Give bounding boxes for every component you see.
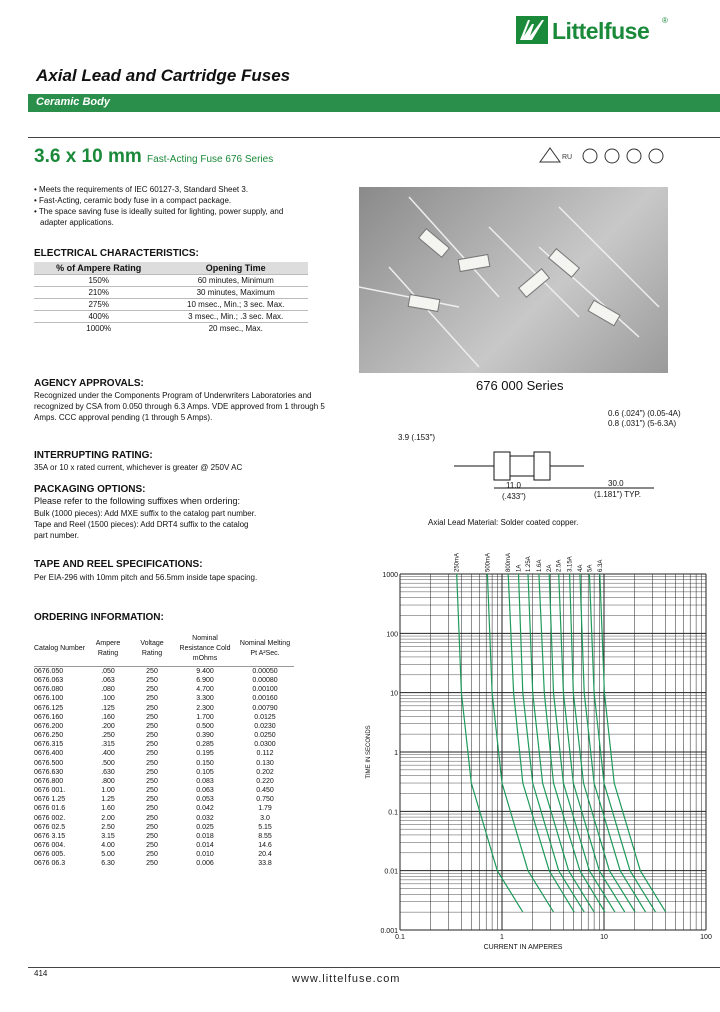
series-title: [34, 146, 273, 168]
table-row: [34, 850, 294, 859]
column-header: Nominal Melting Pt A²Sec.: [236, 634, 294, 667]
packaging-line: Bulk (1000 pieces): Add MXE suffix to the catalog part number.: [34, 509, 257, 518]
x-tick-label: 0.1: [395, 934, 405, 941]
interrupting-heading: INTERRUPTING RATING:: [34, 450, 153, 461]
cell: 1.700: [196, 713, 214, 721]
cell: 250: [146, 686, 158, 694]
cell: 250: [146, 732, 158, 740]
column-header: Voltage Rating: [130, 634, 174, 667]
cell: 20.4: [258, 851, 272, 859]
littelfuse-logo-icon: [516, 16, 548, 44]
series-curve-1.6A: [539, 574, 605, 912]
series-subtitle: Fast-Acting Fuse 676 Series: [147, 154, 274, 165]
cell: 0676 1.25: [34, 796, 66, 804]
cell: 4.00: [101, 841, 115, 849]
cell: 0.500: [196, 722, 214, 730]
y-tick-label: 0.001: [380, 928, 398, 935]
bullet-item: • Meets the requirements of IEC 60127-3, Standard Sheet 3.: [34, 184, 334, 195]
agency-text: Recognized under the Components Program of Underwriters Laboratories and recognized by CSA from 0.050 through 6.3 Amps. VDE approved from 1 through 5 Amps. CCC approval pending (1 through 5 Amps).: [34, 391, 325, 422]
brand-reg: ®: [662, 16, 668, 25]
table-row: [34, 299, 308, 311]
cell: 0676 3.15: [34, 832, 66, 840]
series-size: 3.6 x 10 mm: [34, 146, 142, 167]
brand-name: Littelfuse: [552, 18, 650, 44]
ul-icon: RU: [562, 154, 573, 161]
website-link[interactable]: www.littelfuse.com: [292, 973, 401, 985]
cell: 0.130: [256, 759, 274, 767]
cell: 250: [146, 814, 158, 822]
cell: 10 msec., Min.; 3 sec. Max.: [163, 299, 308, 311]
cell: 250: [146, 668, 158, 675]
cell: 250: [146, 713, 158, 721]
cell: 0676.315: [34, 741, 64, 749]
packaging-line: Tape and Reel (1500 pieces): Add DRT4 suffix to the catalog: [34, 520, 249, 529]
ordering-heading: ORDERING INFORMATION:: [34, 612, 164, 623]
cell: 0.00790: [252, 704, 278, 712]
bullet-item: • The space saving fuse is ideally suited for lighting, power supply, and: [34, 206, 334, 217]
cell: 0676.125: [34, 704, 64, 712]
cell: 0676.500: [34, 759, 64, 767]
table-row: [34, 685, 294, 694]
cell: 9.400: [196, 668, 214, 675]
cell: 0676 06.3: [34, 860, 66, 868]
cell: 0.014: [196, 841, 214, 849]
cell: 0.112: [256, 750, 274, 758]
series-label: 3.15A: [567, 556, 574, 572]
series-label: 6.3A: [597, 559, 604, 572]
feature-bullets: [34, 184, 334, 228]
cell: .200: [101, 722, 115, 730]
cell: 0676.400: [34, 750, 64, 758]
cell: 0.042: [196, 805, 214, 813]
series-label: 2A: [547, 564, 554, 572]
column-header: % of Ampere Rating: [34, 262, 163, 275]
cell: 60 minutes, Minimum: [163, 275, 308, 287]
cell: 0676 004.: [34, 841, 66, 849]
cell: 0.032: [196, 814, 214, 822]
dimension-drawing: [394, 408, 694, 520]
cell: 250: [146, 841, 158, 849]
cell: 0676.063: [34, 677, 64, 685]
cell: 0676.250: [34, 732, 64, 740]
cell: .063: [101, 677, 115, 685]
series-curve-6.3A: [600, 574, 666, 912]
cell: .160: [101, 713, 115, 721]
cell: 150%: [34, 275, 163, 287]
cell: 2.300: [196, 704, 214, 712]
tape-heading: TAPE AND REEL SPECIFICATIONS:: [34, 559, 203, 570]
section-bar: [28, 94, 720, 112]
cell: .500: [101, 759, 115, 767]
divider: [28, 137, 720, 138]
column-header: Opening Time: [163, 262, 308, 275]
series-label: 800mA: [506, 552, 513, 572]
cell: 14.6: [258, 841, 272, 849]
cell: 250: [146, 851, 158, 859]
cell: .080: [101, 686, 115, 694]
x-axis-label: CURRENT IN AMPERES: [483, 944, 563, 951]
cell: 0.105: [196, 768, 214, 776]
y-tick-label: 100: [386, 631, 398, 639]
cell: 0.025: [196, 823, 214, 831]
cell: 0676.800: [34, 777, 64, 785]
table-row: [34, 859, 294, 868]
cell: 5.15: [258, 823, 272, 831]
table-row: [34, 768, 294, 777]
series-curve-4A: [580, 574, 646, 912]
table-row: [34, 311, 308, 323]
cell: 210%: [34, 287, 163, 299]
interrupting-text: 35A or 10 x rated current, whichever is greater @ 250V AC: [34, 463, 243, 472]
cell: 8.55: [258, 832, 272, 840]
electrical-heading: ELECTRICAL CHARACTERISTICS:: [34, 248, 199, 259]
page-number: 414: [34, 969, 48, 978]
cell: 0.063: [196, 787, 214, 795]
cell: .400: [101, 750, 115, 758]
cell: 0676.050: [34, 668, 64, 675]
cell: 250: [146, 796, 158, 804]
certification-icons: [536, 146, 676, 166]
lead-length-label: 30.0: [608, 479, 624, 488]
cell: 250: [146, 823, 158, 831]
table-row: [34, 287, 308, 299]
table-row: [34, 823, 294, 832]
cell: 250: [146, 805, 158, 813]
time-current-chart: [360, 536, 720, 960]
agency-heading: AGENCY APPROVALS:: [34, 378, 144, 389]
cell: 250: [146, 787, 158, 795]
cell: 0.202: [256, 768, 274, 776]
series-label: 4A: [577, 564, 584, 572]
table-row: [34, 731, 294, 740]
cell: 6.30: [101, 860, 115, 868]
cell: 0.00160: [252, 695, 278, 703]
cell: 5.00: [101, 851, 115, 859]
body-length-label: 11.0: [506, 481, 521, 490]
cell: 250: [146, 741, 158, 749]
cell: 0.006: [196, 860, 214, 868]
cell: 3 msec., Min.; .3 sec. Max.: [163, 311, 308, 323]
series-label: 1A: [516, 564, 523, 572]
cell: 0676 002.: [34, 814, 66, 822]
cell: 0.0250: [254, 732, 276, 740]
cell: 0.285: [196, 741, 214, 749]
y-tick-label: 10: [390, 690, 398, 698]
cell: .250: [101, 732, 115, 740]
series-label: 250mA: [454, 552, 461, 572]
electrical-table: [34, 262, 308, 334]
cell: 0.0230: [254, 722, 276, 730]
cell: 0.0125: [254, 713, 276, 721]
cell: 0.150: [196, 759, 214, 767]
table-row: [34, 676, 294, 685]
series-label: 676 000 Series: [476, 378, 564, 393]
cell: 0676 01.6: [34, 805, 66, 813]
cell: 3.0: [260, 814, 270, 822]
cell: 250: [146, 722, 158, 730]
column-header: Ampere Rating: [86, 634, 130, 667]
tape-text: Per EIA-296 with 10mm pitch and 56.5mm inside tape spacing.: [34, 573, 258, 582]
table-row: [34, 804, 294, 813]
cell: 20 msec., Max.: [163, 323, 308, 335]
cell: 33.8: [258, 860, 272, 868]
cell: 0.750: [256, 796, 274, 804]
product-photo: [359, 187, 668, 373]
cell: 1.25: [101, 796, 115, 804]
bullet-item: • Fast-Acting, ceramic body fuse in a compact package.: [34, 195, 334, 206]
body-dia-label: 3.9 (.153"): [398, 433, 436, 442]
cell: .630: [101, 768, 115, 776]
table-row: [34, 713, 294, 722]
cell: 0.450: [256, 787, 274, 795]
axial-lead-note: Axial Lead Material: Solder coated copper.: [428, 518, 579, 527]
table-row: [34, 667, 294, 677]
cell: 250: [146, 860, 158, 868]
series-label: 500mA: [485, 552, 492, 572]
table-row: [34, 777, 294, 786]
cell: .125: [101, 704, 115, 712]
cell: .050: [101, 668, 115, 675]
cell: 1.00: [101, 787, 115, 795]
table-row: [34, 323, 308, 335]
cell: 0.390: [196, 732, 214, 740]
cell: 250: [146, 677, 158, 685]
cell: 250: [146, 777, 158, 785]
cell: .800: [101, 777, 115, 785]
cell: 0676 02.5: [34, 823, 66, 831]
series-label: 5A: [587, 564, 594, 572]
cell: 3.15: [101, 832, 115, 840]
cell: 1000%: [34, 323, 163, 335]
footer-rule: [28, 967, 720, 968]
cell: 250: [146, 704, 158, 712]
y-axis-label: TIME IN SECONDS: [366, 725, 372, 779]
column-header: Catalog Number: [34, 634, 86, 667]
y-tick-label: 1000: [382, 572, 398, 579]
cell: 0.0300: [254, 741, 276, 749]
cell: 0.195: [196, 750, 214, 758]
cell: 4.700: [196, 686, 214, 694]
cell: 1.79: [258, 805, 272, 813]
lead-dia-label-1: 0.6 (.024") (0.05-4A): [608, 409, 681, 418]
section-bar-label: Ceramic Body: [36, 96, 110, 108]
y-tick-label: 0.1: [388, 809, 398, 817]
series-label: 1.6A: [536, 559, 543, 572]
table-row: [34, 786, 294, 795]
series-label: 2.5A: [556, 559, 563, 572]
cell: 0676.200: [34, 722, 64, 730]
cell: 250: [146, 695, 158, 703]
cell: .315: [101, 741, 115, 749]
cell: .100: [101, 695, 115, 703]
packaging-heading: PACKAGING OPTIONS:: [34, 484, 146, 495]
table-row: [34, 759, 294, 768]
table-row: [34, 841, 294, 850]
cell: 250: [146, 750, 158, 758]
cell: 0676.630: [34, 768, 64, 776]
page-title: Axial Lead and Cartridge Fuses: [36, 66, 291, 85]
table-row: [34, 704, 294, 713]
cell: 30 minutes, Maximum: [163, 287, 308, 299]
cell: 0676.080: [34, 686, 64, 694]
table-row: [34, 740, 294, 749]
lead-length-in-label: (1.181") TYP.: [594, 490, 642, 499]
bullet-item: adapter applications.: [40, 218, 114, 227]
cell: 275%: [34, 299, 163, 311]
ordering-table: [34, 634, 294, 868]
cell: 6.900: [196, 677, 214, 685]
x-tick-label: 10: [600, 934, 608, 941]
lead-dia-label-2: 0.8 (.031") (5-6.3A): [608, 419, 677, 428]
cell: 0.220: [256, 777, 274, 785]
packaging-line: Please refer to the following suffixes when ordering:: [34, 496, 240, 506]
table-row: [34, 275, 308, 287]
table-row: [34, 795, 294, 804]
column-header: Nominal Resistance Cold mOhms: [174, 634, 236, 667]
table-row: [34, 814, 294, 823]
cell: 0676.100: [34, 695, 64, 703]
cell: 250: [146, 759, 158, 767]
cell: 0.00100: [252, 686, 278, 694]
series-label: 1.25A: [526, 556, 533, 572]
cell: 250: [146, 832, 158, 840]
cell: 0.018: [196, 832, 214, 840]
cell: 0.053: [196, 796, 214, 804]
cell: 0.00080: [252, 677, 278, 685]
packaging-line: part number.: [34, 531, 79, 540]
cell: 0.010: [196, 851, 214, 859]
cell: 0676.160: [34, 713, 64, 721]
y-tick-label: 1: [394, 750, 398, 757]
cell: 3.300: [196, 695, 214, 703]
cell: 2.00: [101, 814, 115, 822]
table-row: [34, 749, 294, 758]
cell: 0676 001.: [34, 787, 66, 795]
cell: 400%: [34, 311, 163, 323]
cell: 2.50: [101, 823, 115, 831]
body-length-in-label: (.433"): [502, 492, 526, 501]
cell: 0.00050: [252, 668, 278, 675]
cell: 0676 005.: [34, 851, 66, 859]
table-row: [34, 694, 294, 703]
cell: 250: [146, 768, 158, 776]
y-tick-label: 0.01: [384, 868, 398, 876]
cell: 0.083: [196, 777, 214, 785]
cell: 1.60: [101, 805, 115, 813]
table-row: [34, 832, 294, 841]
x-tick-label: 100: [700, 934, 712, 941]
x-tick-label: 1: [500, 934, 504, 941]
table-row: [34, 722, 294, 731]
